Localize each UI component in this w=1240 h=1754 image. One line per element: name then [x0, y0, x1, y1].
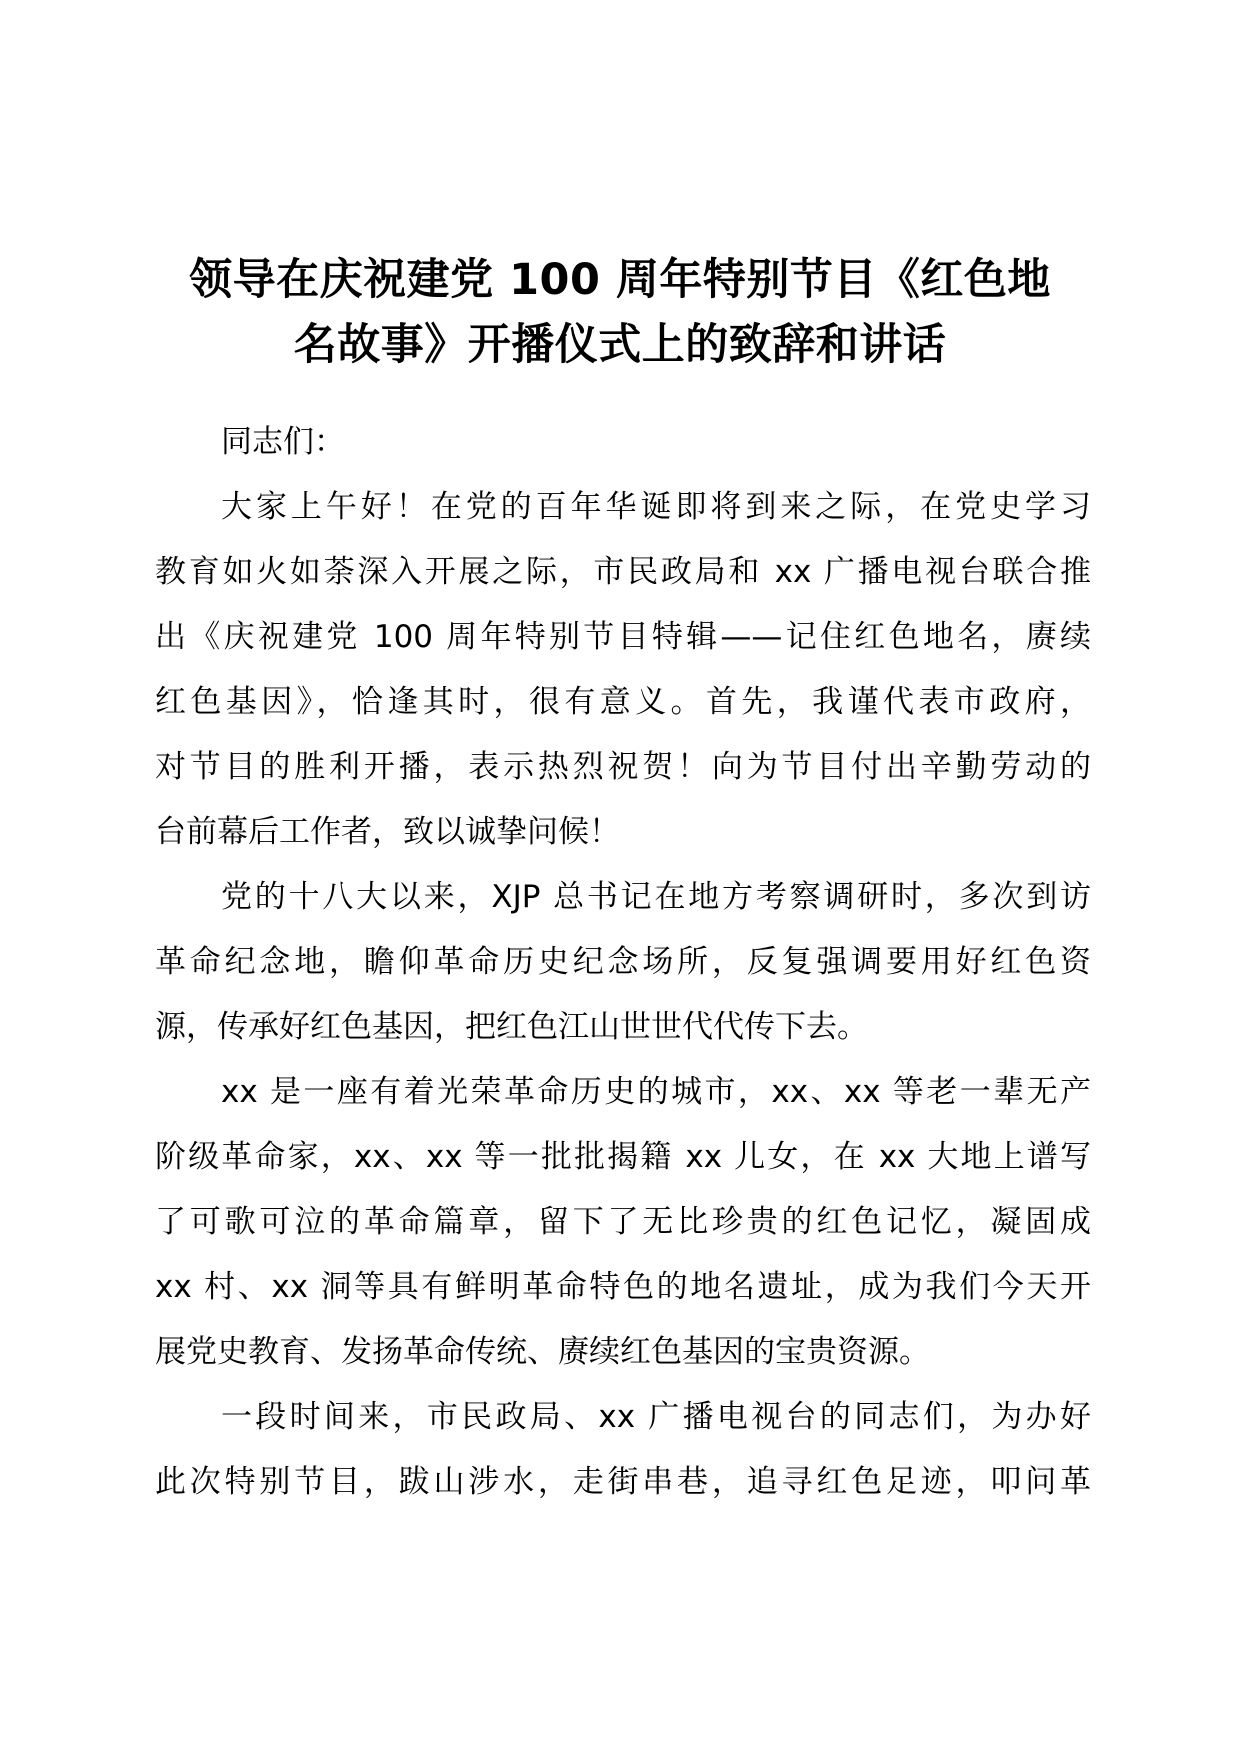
paragraph-line: 大家上午好！在党的百年华诞即将到来之际，在党史学习 [221, 489, 1091, 525]
paragraph-line: 展党史教育、发扬革命传统、赓续红色基因的宝贵资源。 [155, 1334, 930, 1370]
paragraph-line: 出《庆祝建党 100 周年特别节目特辑——记住红色地名，赓续 [155, 619, 1091, 655]
paragraph-line: 红色基因》，恰逢其时，很有意义。首先，我谨代表市政府， [155, 684, 1091, 720]
paragraph-line: 阶级革命家，xx、xx 等一批批揭籍 xx 儿女，在 xx 大地上谱写 [155, 1139, 1091, 1175]
paragraph-line: 一段时间来，市民政局、xx 广播电视台的同志们，为办好 [221, 1399, 1091, 1435]
document-title [155, 248, 1085, 378]
paragraph-line: 了可歌可泣的革命篇章，留下了无比珍贵的红色记忆，凝固成 [155, 1204, 1091, 1240]
paragraph-line: 此次特别节目，跋山涉水，走街串巷，追寻红色足迹，叩问革 [155, 1464, 1091, 1500]
paragraph-line: 党的十八大以来，XJP 总书记在地方考察调研时，多次到访 [221, 879, 1091, 915]
paragraph-line: 革命纪念地，瞻仰革命历史纪念场所，反复强调要用好红色资 [155, 944, 1091, 980]
paragraph-line: xx 村、xx 洞等具有鲜明革命特色的地名遗址，成为我们今天开 [155, 1269, 1091, 1305]
title-line: 领导在庆祝建党 100 周年特别节目《红色地 [189, 255, 1051, 305]
paragraph-line: 源，传承好红色基因，把红色江山世世代代传下去。 [155, 1009, 868, 1045]
title-line: 名故事》开播仪式上的致辞和讲话 [293, 320, 947, 370]
salutation: 同志们： [221, 424, 345, 460]
paragraph-line: 台前幕后工作者，致以诚挚问候！ [155, 814, 620, 850]
document-body [155, 410, 1091, 1515]
paragraph-line: 教育如火如荼深入开展之际，市民政局和 xx 广播电视台联合推 [155, 554, 1091, 590]
paragraph [155, 865, 1091, 1060]
paragraph [155, 475, 1091, 865]
paragraph-line: xx 是一座有着光荣革命历史的城市，xx、xx 等老一辈无产 [221, 1074, 1091, 1110]
paragraph [155, 1060, 1091, 1385]
paragraph-line: 对节目的胜利开播，表示热烈祝贺！向为节目付出辛勤劳动的 [155, 749, 1091, 785]
paragraph [155, 1385, 1091, 1515]
